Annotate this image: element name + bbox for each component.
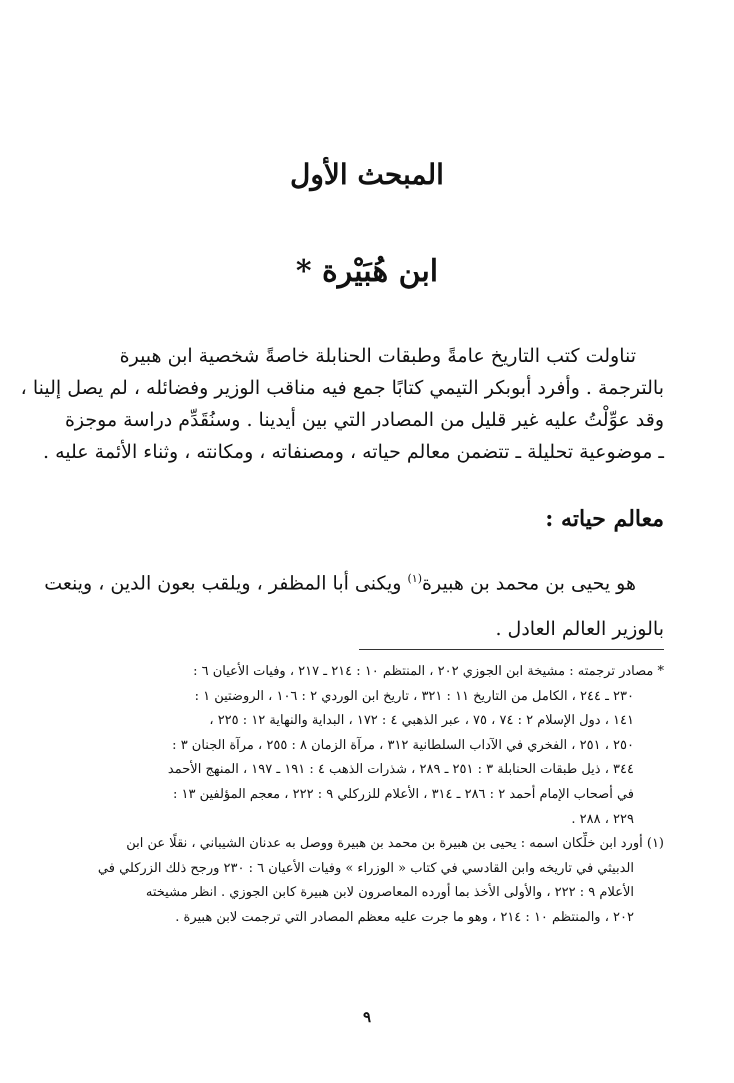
footnote-1-line: الدبيثي في تاريخه وابن القادسي في كتاب « الوزراء » وفيات الأعيان ٦ : ٢٣٠ ورجح ذلك الزركلي في — [97, 860, 634, 876]
subheading-life-landmarks: معالم حياته : — [545, 506, 664, 532]
footnote-sources-line: ١٤١ ، دول الإسلام ٢ : ٧٤ ، ٧٥ ، عبر الذهبي ٤ : ١٧٢ ، البداية والنهاية ١٢ : ٢٢٥ ، — [209, 713, 634, 729]
intro-paragraph — [20, 340, 664, 468]
intro-line: ـ موضوعية تحليلة ـ تتضمن معالم حياته ، ومصنفاته ، ومكانته ، وثناء الأئمة عليه . — [43, 441, 664, 463]
bio-paragraph — [44, 556, 664, 652]
footnote-reference: (١) — [407, 572, 423, 585]
footnote-sources-line: ٣٤٤ ، ذيل طبقات الحنابلة ٣ : ٢٥١ ـ ٢٨٩ ، شذرات الذهب ٤ : ١٩١ ـ ١٩٧ ، المنهج الأحمد — [167, 762, 634, 778]
footnote-sources-line: ٢٣٠ ـ ٢٤٤ ، الكامل من التاريخ ١١ : ٣٢١ ، تاريخ ابن الوردي ٢ : ١٠٦ ، الروضتين ١ : — [194, 688, 634, 704]
section-title: ابن هُبَيْرة * — [295, 254, 439, 289]
footnotes — [70, 660, 664, 931]
intro-line: بالترجمة . وأفرد أبوبكر التيمي كتابًا جمع فيه مناقب الوزير وفضائله ، لم يصل إلينا ، — [20, 377, 664, 399]
bio-text: هو يحيى بن محمد بن هبيرة — [422, 572, 636, 595]
intro-line: تناولت كتب التاريخ عامةً وطبقات الحنابلة خاصةً شخصية ابن هبيرة — [119, 345, 636, 367]
footnote-separator — [359, 649, 664, 650]
page-number: ٩ — [362, 1008, 372, 1026]
bio-text: ويكنى أبا المظفر ، ويلقب بعون الدين ، وينعت — [44, 572, 408, 595]
bio-line: بالوزير العالم العادل . — [495, 618, 664, 641]
footnote-1-line: (١) أورد ابن خلِّكان اسمه : يحيى بن هبيرة بن محمد بن هبيرة ووصل به عدنان الشيباني ، نقلًا عن ابن — [126, 836, 664, 852]
footnote-sources-line: في أصحاب الإمام أحمد ٢ : ٢٨٦ ـ ٣١٤ ، الأعلام للزركلي ٩ : ٢٢٢ ، معجم المؤلفين ١٣ : — [172, 786, 634, 802]
footnote-sources-line: * مصادر ترجمته : مشيخة ابن الجوزي ٢٠٢ ، المنتظم ١٠ : ٢١٤ ـ ٢١٧ ، وفيات الأعيان ٦ : — [193, 664, 664, 679]
footnote-1-line: ٢٠٢ ، والمنتظم ١٠ : ٢١٤ ، وهو ما جرت عليه معظم المصادر التي ترجمت لابن هبيرة . — [175, 909, 634, 925]
footnote-sources-line: ٢٥٠ ، ٢٥١ ، الفخري في الآداب السلطانية ٣١٢ ، مرآة الزمان ٨ : ٢٥٥ ، مرآة الجنان ٣ : — [172, 737, 634, 753]
intro-line: وقد عوِّلْتُ عليه غير قليل من المصادر التي بين أيدينا . وسنُقَدِّم دراسة موجزة — [64, 409, 664, 431]
chapter-title: المبحث الأول — [290, 158, 444, 191]
footnote-sources-line: ٢٢٩ ، ٢٨٨ . — [571, 811, 634, 827]
footnote-1-line: الأعلام ٩ : ٢٢٢ ، والأولى الأخذ بما أورده المعاصرون لابن هبيرة كابن الجوزي . انظر مشيخته — [145, 885, 634, 901]
bio-line — [44, 556, 664, 606]
